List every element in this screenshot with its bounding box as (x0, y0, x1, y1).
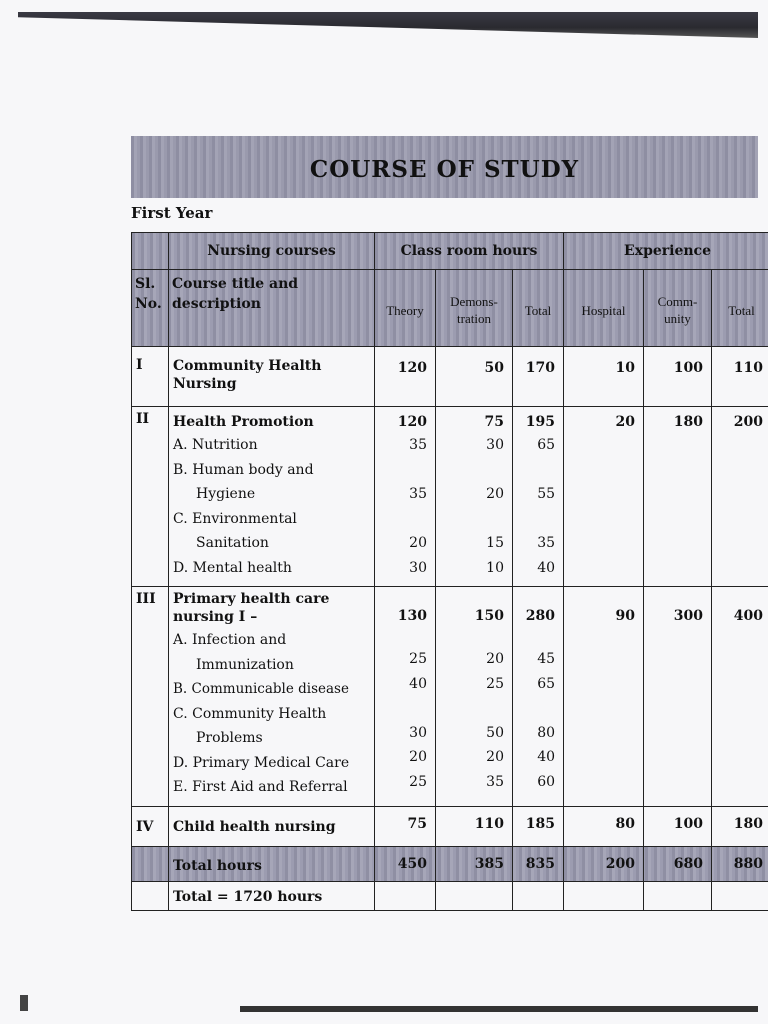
theory-value: 20 (409, 749, 427, 765)
table-row (132, 347, 768, 407)
scan-mark (20, 995, 28, 1011)
sl-no-header: Sl. No. (132, 270, 169, 347)
demonstration-cell (436, 407, 513, 587)
total-cell (513, 806, 564, 846)
theory-value: 120 (397, 360, 427, 376)
course-name: Community Health Nursing (173, 358, 322, 392)
header-row-1 (132, 233, 768, 270)
total-value: 40 (537, 749, 556, 765)
bottom-scan-band (240, 1006, 758, 1012)
total-hours-row (132, 846, 768, 881)
total-value: 65 (537, 437, 556, 453)
section-heading: First Year (131, 204, 213, 222)
blank-cell (644, 881, 712, 910)
total-cell (513, 347, 564, 407)
subtopic: A. Infection and (173, 632, 287, 648)
experience-total-value: 180 (733, 816, 764, 832)
theory-cell (375, 347, 436, 407)
demonstration-value: 110 (474, 816, 504, 832)
blank-cell (436, 881, 513, 910)
course-name: Child health nursing (173, 819, 336, 835)
experience-total-header: Total (712, 270, 768, 347)
community-cell (644, 347, 712, 407)
subtopic-cont: Immunization (196, 656, 294, 673)
course-title (169, 587, 375, 807)
experience-total-value: 110 (733, 360, 764, 376)
subtopic: C. Community Health (173, 705, 327, 722)
blank-cell (132, 846, 169, 881)
demonstration-value: 20 (486, 651, 504, 667)
hospital-value: 10 (615, 360, 636, 376)
theory-value: 130 (397, 608, 427, 624)
hospital-header: Hospital (564, 270, 644, 347)
course-name: Health Promotion (173, 414, 314, 430)
course-title (169, 407, 375, 587)
nursing-courses-header: Nursing courses (169, 233, 375, 270)
demonstration-cell (436, 806, 513, 846)
blank-cell (513, 881, 564, 910)
hospital-cell (564, 407, 644, 587)
subtopic-cont: Problems (196, 730, 263, 746)
title-banner (131, 136, 758, 198)
subtopic: E. First Aid and Referral (173, 779, 348, 795)
total-theory: 450 (375, 846, 436, 881)
theory-value: 120 (397, 414, 427, 430)
total-demonstration: 385 (436, 846, 513, 881)
class-room-hours-header: Class room hours (375, 233, 564, 270)
community-cell (644, 407, 712, 587)
theory-header: Theory (375, 270, 436, 347)
theory-value: 75 (407, 816, 427, 832)
course-title (169, 347, 375, 407)
demonstration-value: 35 (486, 773, 504, 790)
total-experience: 880 (712, 846, 768, 881)
theory-value: 25 (409, 651, 427, 667)
demonstration-value: 10 (486, 559, 504, 576)
total-cell (513, 407, 564, 587)
total-classroom: 835 (513, 846, 564, 881)
table-row (132, 407, 768, 587)
community-value: 100 (673, 360, 704, 376)
theory-value: 35 (409, 486, 427, 502)
demonstration-value: 20 (486, 486, 504, 502)
grand-total-row (132, 881, 768, 910)
hospital-cell (564, 587, 644, 807)
theory-cell (375, 587, 436, 807)
experience-header: Experience (564, 233, 768, 270)
demonstration-value: 15 (486, 535, 504, 551)
theory-value: 30 (409, 724, 427, 741)
demonstration-value: 20 (486, 749, 504, 765)
header-row-2 (132, 270, 768, 347)
subtopic-cont: Sanitation (196, 535, 269, 551)
demonstration-value: 75 (484, 414, 504, 430)
demonstration-value: 30 (486, 437, 504, 453)
hospital-value: 90 (615, 608, 636, 624)
demonstration-value: 50 (486, 724, 504, 741)
sl-no: I (132, 347, 169, 407)
sl-no: III (132, 587, 169, 807)
theory-value: 30 (409, 559, 427, 576)
subtopic: C. Environmental (173, 510, 297, 527)
theory-value: 20 (409, 535, 427, 551)
table-row (132, 587, 768, 807)
community-cell (644, 587, 712, 807)
demonstration-value: 150 (474, 608, 504, 624)
course-title (169, 806, 375, 846)
total-value: 55 (537, 486, 556, 502)
total-value: 195 (525, 414, 556, 430)
experience-total-cell (712, 407, 768, 587)
course-name: Primary health care nursing I – (173, 591, 330, 625)
subtopic: D. Mental health (173, 559, 292, 576)
demonstration-value: 50 (484, 360, 504, 376)
demonstration-value: 25 (486, 675, 504, 692)
theory-cell (375, 407, 436, 587)
hospital-value: 20 (615, 414, 636, 430)
total-value: 170 (525, 360, 556, 376)
experience-total-cell (712, 587, 768, 807)
theory-value: 25 (409, 773, 427, 790)
experience-total-value: 400 (733, 608, 764, 624)
total-header: Total (513, 270, 564, 347)
demonstration-cell (436, 587, 513, 807)
total-hospital: 200 (564, 846, 644, 881)
total-hours-label: Total hours (169, 846, 375, 881)
subtopic: D. Primary Medical Care (173, 754, 350, 771)
total-community: 680 (644, 846, 712, 881)
course-title-header: Course title and description (169, 270, 375, 347)
theory-value: 35 (409, 437, 427, 453)
blank-cell (712, 881, 768, 910)
total-value: 185 (525, 816, 556, 832)
top-scan-band (18, 12, 758, 38)
total-value: 60 (537, 773, 556, 790)
subtopic: A. Nutrition (173, 437, 258, 453)
community-value: 100 (673, 816, 704, 832)
blank-cell (564, 881, 644, 910)
community-header: Comm- unity (644, 270, 712, 347)
demonstration-header: Demons- tration (436, 270, 513, 347)
total-value: 45 (537, 651, 556, 667)
community-value: 300 (673, 608, 704, 624)
subtopic-cont: Hygiene (196, 486, 256, 502)
blank-cell (132, 881, 169, 910)
experience-total-value: 200 (733, 414, 764, 430)
subtopic: B. Communicable disease (173, 681, 349, 697)
theory-value: 40 (409, 675, 427, 692)
sl-no: II (132, 407, 169, 587)
experience-total-cell (712, 347, 768, 407)
page-title: COURSE OF STUDY (309, 155, 580, 183)
subtopic: B. Human body and (173, 461, 314, 478)
total-value: 65 (537, 675, 556, 692)
total-value: 80 (537, 724, 556, 741)
demonstration-cell (436, 347, 513, 407)
total-value: 40 (537, 559, 556, 576)
total-cell (513, 587, 564, 807)
table-row (132, 806, 768, 846)
total-value: 280 (525, 608, 556, 624)
community-cell (644, 806, 712, 846)
hospital-cell (564, 806, 644, 846)
hospital-cell (564, 347, 644, 407)
experience-total-cell (712, 806, 768, 846)
sl-no: IV (132, 806, 169, 846)
theory-cell (375, 806, 436, 846)
blank-cell (375, 881, 436, 910)
total-value: 35 (537, 535, 556, 551)
course-table (131, 232, 768, 911)
blank-header-cell (132, 233, 169, 270)
community-value: 180 (673, 414, 704, 430)
grand-total-label: Total = 1720 hours (169, 881, 375, 910)
hospital-value: 80 (615, 816, 636, 832)
